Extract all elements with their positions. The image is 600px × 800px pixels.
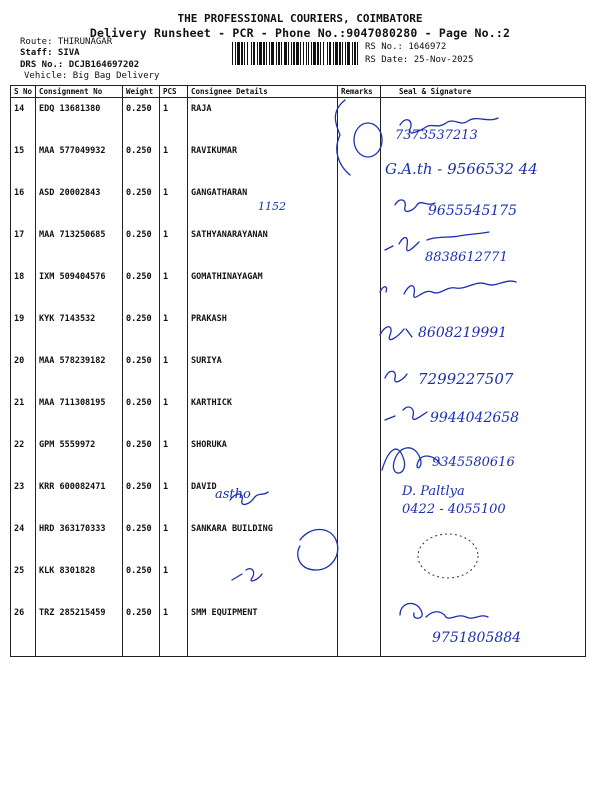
row-consignment: GPM 5559972 (36, 434, 123, 476)
row23-name: D. Paltlya (402, 484, 465, 499)
row-consignee: GOMATHINAYAGAM (188, 266, 338, 308)
row-remarks (338, 392, 381, 434)
row-pcs: 1 (160, 182, 188, 224)
row-weight: 0.250 (123, 518, 160, 560)
barcode-bar (251, 42, 252, 65)
row-consignment: ASD 20002843 (36, 182, 123, 224)
row-pcs: 1 (160, 560, 188, 602)
row-sno: 23 (11, 476, 36, 518)
barcode-bar (317, 42, 319, 65)
row-sno: 25 (11, 560, 36, 602)
barcode-bar (288, 42, 289, 65)
row26-phone: 9751805884 (432, 630, 522, 646)
row-signature (381, 602, 586, 657)
barcode-bar (308, 42, 309, 65)
row-pcs: 1 (160, 350, 188, 392)
row23-phone: 0422 - 4055100 (402, 502, 506, 517)
barcode-bar (278, 42, 280, 65)
row-weight: 0.250 (123, 434, 160, 476)
row-consignment: KYK 7143532 (36, 308, 123, 350)
row-sno: 24 (11, 518, 36, 560)
row-remarks (338, 224, 381, 266)
row-pcs: 1 (160, 392, 188, 434)
barcode-bar (263, 42, 265, 65)
row-weight: 0.250 (123, 602, 160, 657)
col-signature: Seal & Signature (381, 86, 586, 98)
row-pcs: 1 (160, 308, 188, 350)
row-sno: 20 (11, 350, 36, 392)
row-sno: 19 (11, 308, 36, 350)
row-weight: 0.250 (123, 392, 160, 434)
table-row (11, 560, 586, 602)
barcode-bar (291, 42, 292, 65)
row-consignment: MAA 711308195 (36, 392, 123, 434)
row-weight: 0.250 (123, 560, 160, 602)
row-consignment: MAA 578239182 (36, 350, 123, 392)
row-pcs: 1 (160, 140, 188, 182)
barcode-bar (333, 42, 334, 65)
row16-phone: 9655545175 (428, 203, 518, 219)
barcode-bar (347, 42, 350, 65)
barcode-bar (357, 42, 358, 65)
row-consignee: PRAKASH (188, 308, 338, 350)
barcode-bar (237, 42, 240, 65)
barcode-bar (320, 42, 321, 65)
row-remarks (338, 518, 381, 560)
barcode-bar (257, 42, 258, 65)
barcode-bar (284, 42, 287, 65)
row-consignment: KRR 600082471 (36, 476, 123, 518)
row-weight: 0.250 (123, 224, 160, 266)
barcode-bar (247, 42, 248, 65)
barcode-bar (296, 42, 299, 65)
row-consignee: SMM EQUIPMENT (188, 602, 338, 657)
barcode-bar (323, 42, 324, 65)
row-pcs: 1 (160, 266, 188, 308)
row-remarks (338, 350, 381, 392)
barcode-bar (293, 42, 295, 65)
barcode-bar (235, 42, 236, 65)
table-row (11, 98, 586, 140)
row19-phone: 8608219991 (418, 325, 508, 341)
row-signature (381, 518, 586, 560)
table-row (11, 266, 586, 308)
row-consignee: KARTHICK (188, 392, 338, 434)
row20-phone: 7299227507 (418, 370, 514, 388)
barcode-bar (241, 42, 243, 65)
row16-note: 1152 (258, 200, 286, 213)
row-consignment: KLK 8301828 (36, 560, 123, 602)
barcode-bar (311, 42, 312, 65)
route-label: Route: THIRUNAGAR (20, 37, 113, 47)
row23-note: astho (215, 487, 251, 502)
barcode-bar (306, 42, 307, 65)
barcode-bar (281, 42, 282, 65)
barcode-bar (313, 42, 316, 65)
row-sno: 16 (11, 182, 36, 224)
row-sno: 26 (11, 602, 36, 657)
row-consignee: RAJA (188, 98, 338, 140)
row-consignee: SHORUKA (188, 434, 338, 476)
barcode-bar (266, 42, 267, 65)
barcode-bar (345, 42, 346, 65)
row-remarks (338, 266, 381, 308)
col-remarks: Remarks (338, 86, 381, 98)
row-remarks (338, 98, 381, 140)
runsheet-title: Delivery Runsheet - PCR - Phone No.:9047080280 - Page No.:2 (89, 26, 511, 40)
row-weight: 0.250 (123, 98, 160, 140)
row-sno: 15 (11, 140, 36, 182)
row21-phone: 9944042658 (430, 410, 520, 426)
row-remarks (338, 476, 381, 518)
row-consignment: MAA 577049932 (36, 140, 123, 182)
row-weight: 0.250 (123, 266, 160, 308)
vehicle-label: Vehicle: Big Bag Delivery (24, 71, 160, 81)
col-weight: Weight (123, 86, 160, 98)
row17-phone: 8838612771 (425, 250, 508, 265)
table-row (11, 602, 586, 657)
barcode-bar (276, 42, 277, 65)
barcode-bar (232, 42, 233, 65)
row-consignment: IXM 509404576 (36, 266, 123, 308)
table-row (11, 518, 586, 560)
barcode-bar (300, 42, 301, 65)
row-consignment: HRD 363170333 (36, 518, 123, 560)
barcode-bar (339, 42, 341, 65)
row-sno: 18 (11, 266, 36, 308)
row-remarks (338, 182, 381, 224)
barcode-bar (354, 42, 356, 65)
row-pcs: 1 (160, 224, 188, 266)
col-consignee: Consignee Details (188, 86, 338, 98)
barcode-bar (253, 42, 255, 65)
row-pcs: 1 (160, 518, 188, 560)
row-sno: 17 (11, 224, 36, 266)
row-remarks (338, 308, 381, 350)
barcode-bar (327, 42, 328, 65)
row22-phone: 9345580616 (432, 455, 515, 470)
row-remarks (338, 434, 381, 476)
row-signature (381, 560, 586, 602)
row-pcs: 1 (160, 476, 188, 518)
row-sno: 22 (11, 434, 36, 476)
barcode-bar (342, 42, 343, 65)
row-pcs: 1 (160, 98, 188, 140)
rs-number: RS No.: 1646972 (365, 42, 447, 52)
row-remarks (338, 140, 381, 182)
row-consignee: SURIYA (188, 350, 338, 392)
barcode-bar (303, 42, 304, 65)
barcode-bar (244, 42, 245, 65)
row-consignee: SANKARA BUILDING (188, 518, 338, 560)
barcode-bar (269, 42, 270, 65)
row-consignee: SATHYANARAYANAN (188, 224, 338, 266)
barcode-bar (271, 42, 274, 65)
barcode-bar (259, 42, 262, 65)
row15-signature: G.A.th - 9566532 44 (385, 160, 538, 178)
row-consignment: EDQ 13681380 (36, 98, 123, 140)
barcode-bar (352, 42, 353, 65)
row-remarks (338, 602, 381, 657)
row-consignee: RAVIKUMAR (188, 140, 338, 182)
row-signature (381, 266, 586, 308)
col-consignment: Consignment No (36, 86, 123, 98)
drs-number: DRS No.: DCJB164697202 (20, 60, 140, 70)
barcode-bar (335, 42, 338, 65)
row-pcs: 1 (160, 434, 188, 476)
barcode (232, 42, 360, 65)
row-consignee: GANGATHARAN (188, 182, 338, 224)
row-consignee (188, 560, 338, 602)
row-weight: 0.250 (123, 350, 160, 392)
row-weight: 0.250 (123, 308, 160, 350)
row-consignment: MAA 713250685 (36, 224, 123, 266)
row-consignee: DAVID (188, 476, 338, 518)
row14-phone: 7373537213 (395, 128, 478, 143)
row-pcs: 1 (160, 602, 188, 657)
row-weight: 0.250 (123, 182, 160, 224)
staff-label: Staff: SIVA (20, 48, 80, 58)
row-sno: 14 (11, 98, 36, 140)
row-consignment: TRZ 285215459 (36, 602, 123, 657)
row-remarks (338, 560, 381, 602)
col-sno: S No (11, 86, 36, 98)
table-header-row (11, 86, 586, 98)
row-weight: 0.250 (123, 476, 160, 518)
barcode-bar (329, 42, 331, 65)
row-weight: 0.250 (123, 140, 160, 182)
company-name: THE PROFESSIONAL COURIERS, COIMBATORE (177, 12, 423, 25)
rs-date: RS Date: 25-Nov-2025 (365, 55, 474, 65)
col-pcs: PCS (160, 86, 188, 98)
row-sno: 21 (11, 392, 36, 434)
